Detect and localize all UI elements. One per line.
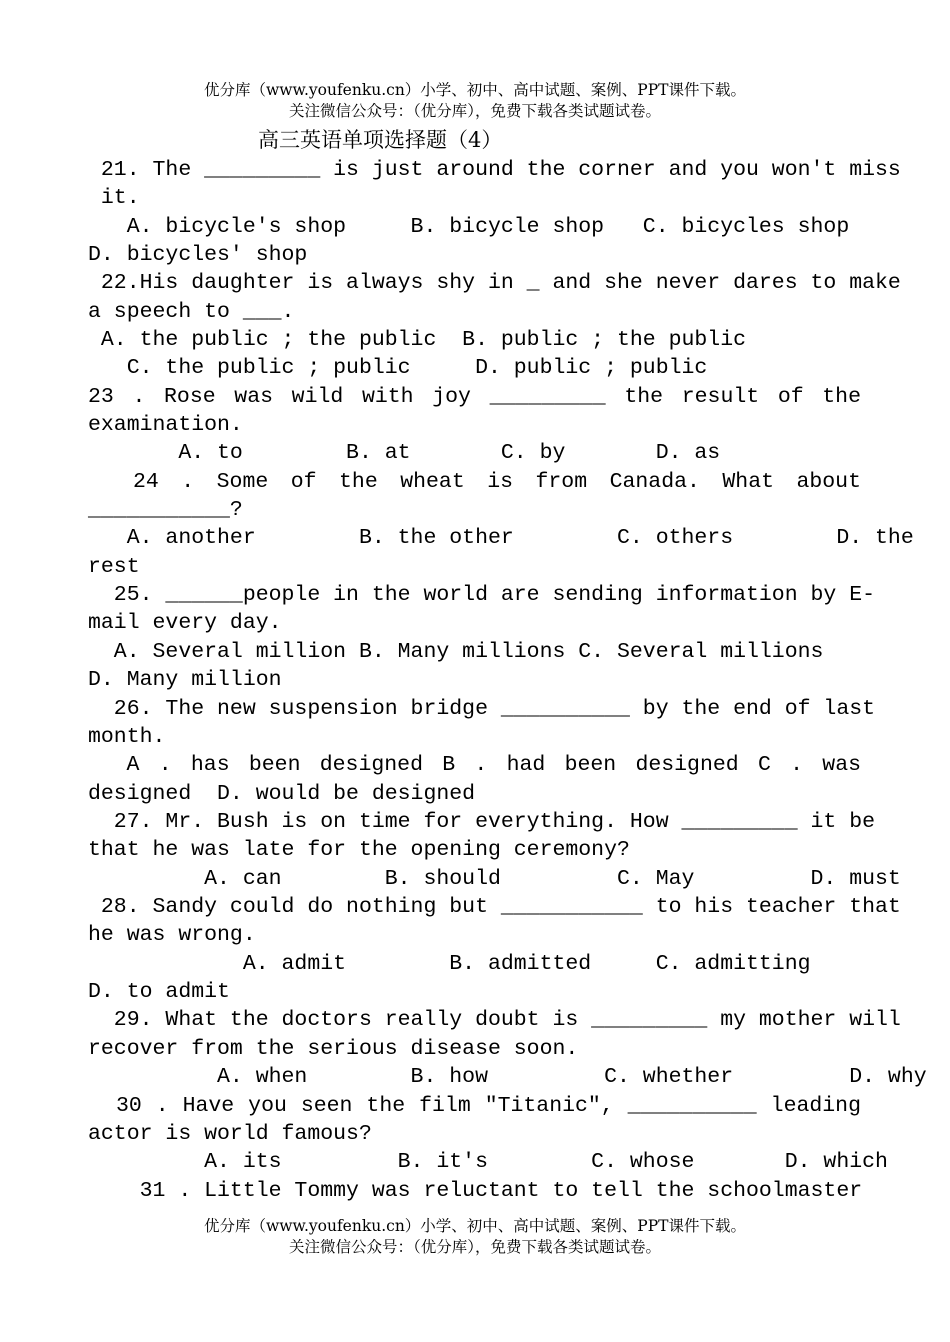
text-line: A. to B. at C. by D. as: [88, 441, 721, 465]
text-line: 28. Sandy could do nothing but ___________ to his teacher that: [88, 895, 901, 919]
text-line: ___________?: [88, 498, 243, 522]
text-line: C. the public ; public D. public ; public: [88, 356, 708, 380]
text-line: examination.: [88, 413, 243, 437]
text-line: he was wrong.: [88, 923, 256, 947]
text-line: 22.His daughter is always shy in _ and she never dares to make: [88, 271, 901, 295]
footer-line-1: 优分库（www.youfenku.cn）小学、初中、高中试题、案例、PPT课件下载。: [203, 1217, 747, 1235]
text-line: 23 . Rose was wild with joy _________ the result of the: [88, 385, 861, 409]
text-line: actor is world famous?: [88, 1122, 372, 1146]
header-line-2: 关注微信公众号：（优分库），免费下载各类试题试卷。: [288, 102, 661, 120]
text-line: recover from the serious disease soon.: [88, 1037, 579, 1061]
page-title: 高三英语单项选择题（4）: [258, 128, 503, 152]
text-line: designed D. would be designed: [88, 782, 476, 806]
text-line: A . has been designed B . had been designed C . was: [88, 753, 861, 777]
text-line: D. bicycles' shop: [88, 243, 308, 267]
text-line: A. bicycle's shop B. bicycle shop C. bicycles shop: [88, 215, 850, 239]
text-line: that he was late for the opening ceremony?: [88, 838, 630, 862]
text-line: 27. Mr. Bush is on time for everything. How _________ it be: [88, 810, 876, 834]
text-line: D. Many million: [88, 668, 282, 692]
text-line: rest: [88, 555, 140, 579]
text-line: 25. ______people in the world are sending information by E-: [88, 583, 876, 607]
text-line: 26. The new suspension bridge __________ by the end of last: [88, 697, 876, 721]
text-line: 29. What the doctors really doubt is _________ my mother will: [88, 1008, 901, 1032]
text-line: A. can B. should C. May D. must: [88, 867, 901, 891]
text-line: A. its B. it's C. whose D. which: [88, 1150, 888, 1174]
text-line: mail every day.: [88, 611, 282, 635]
text-line: A. another B. the other C. others D. the: [88, 526, 914, 550]
text-line: 24 . Some of the wheat is from Canada. What about: [88, 470, 861, 494]
header-line-1: 优分库（www.youfenku.cn）小学、初中、高中试题、案例、PPT课件下载。: [203, 81, 747, 99]
text-line: D. to admit: [88, 980, 230, 1004]
text-line: month.: [88, 725, 166, 749]
footer-line-2: 关注微信公众号：（优分库），免费下载各类试题试卷。: [288, 1238, 661, 1256]
text-line: A. Several million B. Many millions C. Several millions: [88, 640, 824, 664]
text-line: A. when B. how C. whether D. why: [88, 1065, 927, 1089]
text-line: 21. The _________ is just around the corner and you won't miss: [88, 158, 901, 182]
text-line: 30 . Have you seen the film "Titanic", __________ leading: [88, 1094, 861, 1118]
text-line: A. admit B. admitted C. admitting: [88, 952, 811, 976]
text-line: it.: [88, 186, 140, 210]
text-line: 31 . Little Tommy was reluctant to tell the schoolmaster: [88, 1179, 863, 1203]
text-line: a speech to ___.: [88, 300, 295, 324]
text-line: A. the public ; the public B. public ; the public: [88, 328, 747, 352]
